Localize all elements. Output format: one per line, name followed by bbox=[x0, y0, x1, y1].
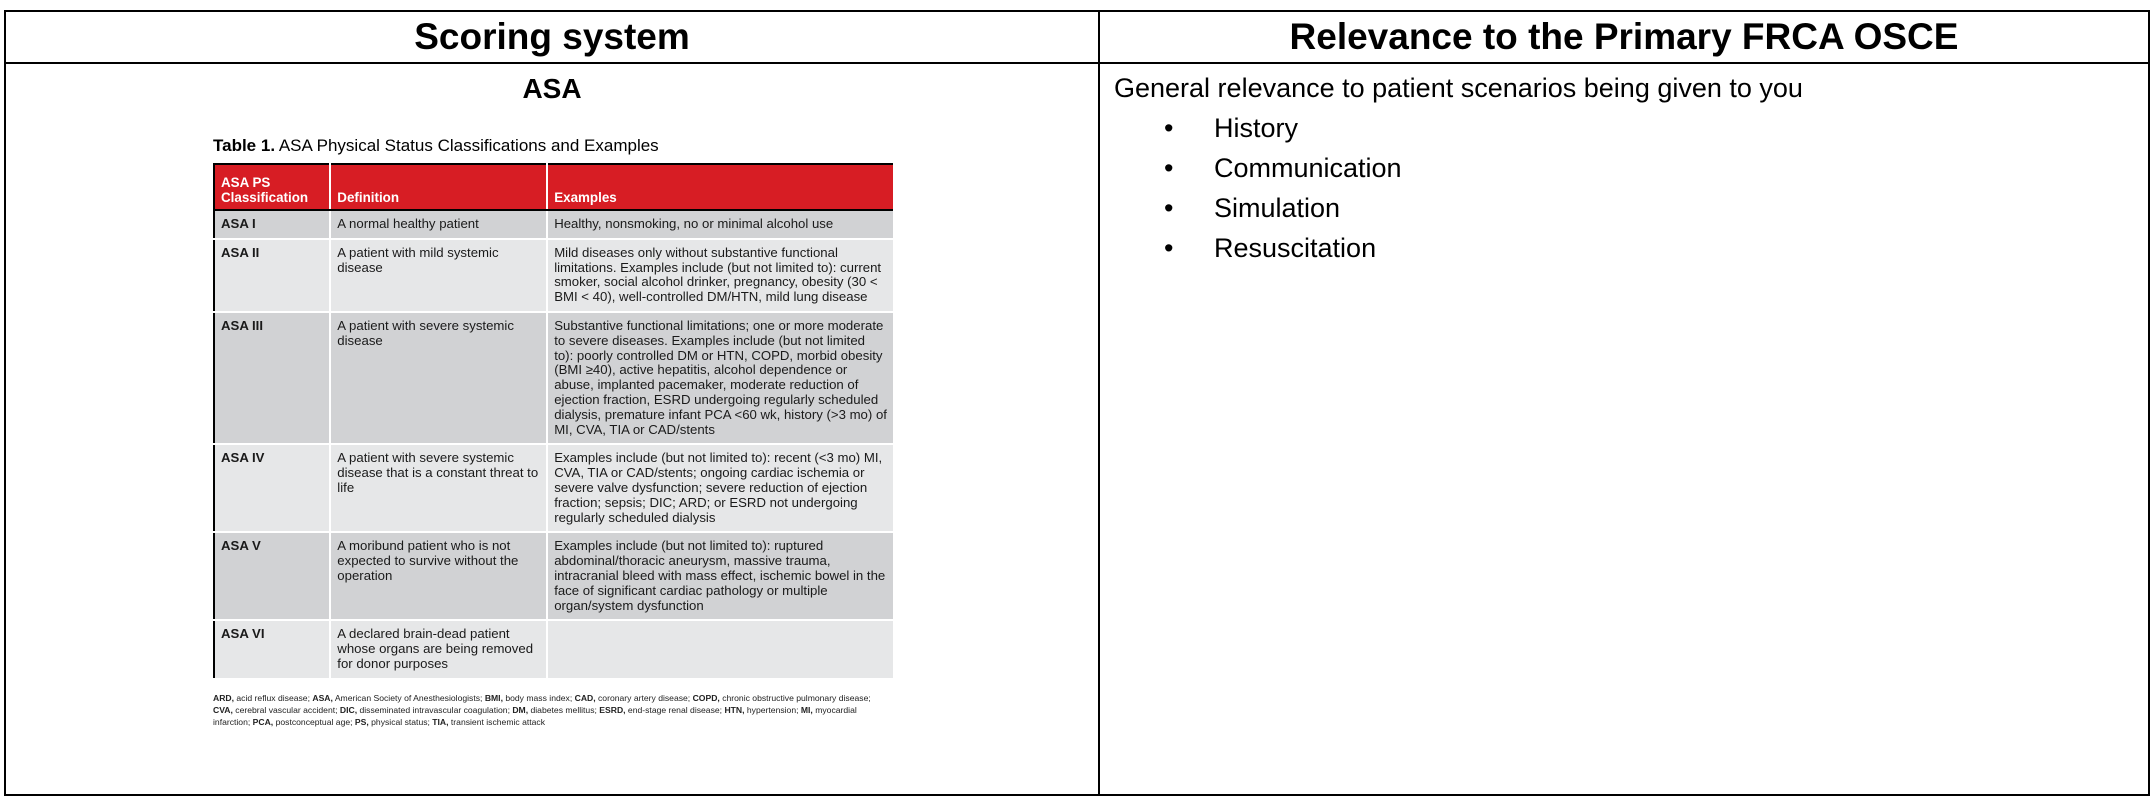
footnote-definition: cerebral vascular accident; bbox=[232, 704, 340, 715]
row-definition: A patient with severe systemic disease that is a constant threat to life bbox=[330, 444, 547, 532]
relevance-list bbox=[1114, 108, 2134, 268]
figure-caption-text: ASA Physical Status Classifications and Examples bbox=[275, 136, 659, 155]
bullet-icon: • bbox=[1164, 233, 1174, 263]
row-classification: ASA VI bbox=[214, 620, 330, 678]
row-classification: ASA IV bbox=[214, 444, 330, 532]
footnote-definition: hypertension; bbox=[744, 704, 801, 715]
list-item bbox=[1114, 228, 2134, 268]
list-item-label: Resuscitation bbox=[1214, 233, 1377, 263]
header-scoring-system: Scoring system bbox=[5, 11, 1099, 63]
list-item bbox=[1114, 148, 2134, 188]
bullet-icon: • bbox=[1164, 153, 1174, 183]
table-row bbox=[214, 444, 893, 532]
row-examples: Examples include (but not limited to): ruptured abdominal/thoracic aneurysm, massive trauma, intracranial bleed with mass effect, ischemic bowel in the face of significant cardiac pathology or multiple organ/system dysfunction bbox=[547, 532, 893, 620]
footnote-abbreviation: ASA, bbox=[312, 692, 333, 703]
header-row bbox=[5, 11, 2149, 63]
table-row bbox=[214, 210, 893, 239]
row-classification: ASA V bbox=[214, 532, 330, 620]
row-definition: A normal healthy patient bbox=[330, 210, 547, 239]
footnote-abbreviation: DIC, bbox=[339, 704, 358, 715]
footnote-definition: transient ischemic attack bbox=[448, 716, 546, 727]
list-item-label: Communication bbox=[1214, 153, 1402, 183]
bullet-icon: • bbox=[1164, 113, 1174, 143]
column-header-definition: Definition bbox=[330, 164, 547, 210]
footnote-abbreviation: DM, bbox=[512, 704, 529, 715]
footnote-abbreviation: CVA, bbox=[213, 704, 233, 715]
footnote-abbreviation: BMI, bbox=[484, 692, 503, 703]
footnote-definition: acid reflux disease; bbox=[234, 692, 313, 703]
row-classification: ASA II bbox=[214, 239, 330, 312]
row-definition: A patient with severe systemic disease bbox=[330, 312, 547, 444]
footnote-definition: end-stage renal disease; bbox=[625, 704, 725, 715]
figure-caption-label: Table 1. bbox=[213, 136, 276, 155]
scoring-system-cell bbox=[5, 63, 1099, 795]
footnote-abbreviation: TIA, bbox=[432, 716, 449, 727]
asa-table-header bbox=[214, 164, 893, 210]
list-item-label: History bbox=[1214, 113, 1299, 143]
footnote-abbreviation: COPD, bbox=[692, 692, 720, 703]
asa-classification-table bbox=[213, 163, 893, 680]
footnote-definition: postconceptual age; bbox=[273, 716, 355, 727]
column-header-classification: ASA PS Classification bbox=[214, 164, 330, 210]
row-examples: Examples include (but not limited to): recent (<3 mo) MI, CVA, TIA or CAD/stents; ongoing cardiac ischemia or severe valve dysfunction; severe reduction of ejection fraction; sepsis; DIC; ARD; or ESRD not undergoing regularly scheduled dialysis bbox=[547, 444, 893, 532]
relevance-intro: General relevance to patient scenarios being given to you bbox=[1114, 73, 1803, 103]
table-row bbox=[214, 620, 893, 678]
list-item-label: Simulation bbox=[1214, 193, 1341, 223]
table-row bbox=[214, 532, 893, 620]
asa-figure bbox=[213, 136, 899, 728]
table-row bbox=[214, 312, 893, 444]
document-table bbox=[4, 10, 2150, 796]
footnote-definition: disseminated intravascular coagulation; bbox=[357, 704, 513, 715]
header-relevance: Relevance to the Primary FRCA OSCE bbox=[1099, 11, 2149, 63]
section-title-asa: ASA bbox=[522, 73, 582, 104]
row-examples: Substantive functional limitations; one or more moderate to severe diseases. Examples include (but not limited to): poorly controlled DM or HTN, COPD, morbid obesity (BMI ≥40), active hepatitis, alcohol dependence or abuse, implanted pacemaker, moderate reduction of ejection fraction, ESRD undergoing regularly scheduled dialysis, premature infant PCA <60 wk, history (>3 mo) of MI, CVA, TIA or CAD/stents bbox=[547, 312, 893, 444]
content-row bbox=[5, 63, 2149, 795]
table-row bbox=[214, 239, 893, 312]
footnote-abbreviation: PS, bbox=[354, 716, 369, 727]
row-examples bbox=[547, 620, 893, 678]
footnote-abbreviation: PCA, bbox=[252, 716, 274, 727]
abbreviations-footnote bbox=[213, 692, 893, 728]
footnote-abbreviation: MI, bbox=[800, 704, 813, 715]
relevance-cell bbox=[1099, 63, 2149, 795]
footnote-definition: chronic obstructive pulmonary disease; bbox=[719, 692, 871, 703]
row-definition: A patient with mild systemic disease bbox=[330, 239, 547, 312]
footnote-abbreviation: HTN, bbox=[724, 704, 745, 715]
row-examples: Healthy, nonsmoking, no or minimal alcohol use bbox=[547, 210, 893, 239]
row-classification: ASA III bbox=[214, 312, 330, 444]
footnote-definition: American Society of Anesthesiologists; bbox=[332, 692, 485, 703]
footnote-abbreviation: ARD, bbox=[213, 692, 235, 703]
footnote-definition: physical status; bbox=[368, 716, 433, 727]
column-header-examples: Examples bbox=[547, 164, 893, 210]
row-examples: Mild diseases only without substantive functional limitations. Examples include (but not limited to): current smoker, social alcohol drinker, pregnancy, obesity (30 < BMI < 40), well-controlled DM/HTN, mild lung disease bbox=[547, 239, 893, 312]
list-item bbox=[1114, 188, 2134, 228]
row-definition: A moribund patient who is not expected to survive without the operation bbox=[330, 532, 547, 620]
row-definition: A declared brain-dead patient whose organs are being removed for donor purposes bbox=[330, 620, 547, 678]
row-classification: ASA I bbox=[214, 210, 330, 239]
footnote-abbreviation: ESRD, bbox=[599, 704, 626, 715]
footnote-abbreviation: CAD, bbox=[574, 692, 596, 703]
bullet-icon: • bbox=[1164, 193, 1174, 223]
footnote-definition: coronary artery disease; bbox=[595, 692, 693, 703]
footnote-definition: body mass index; bbox=[502, 692, 575, 703]
figure-caption bbox=[213, 136, 899, 156]
footnote-definition: diabetes mellitus; bbox=[528, 704, 600, 715]
list-item bbox=[1114, 108, 2134, 148]
footnote-definition: myocardial infarction; bbox=[213, 704, 857, 727]
